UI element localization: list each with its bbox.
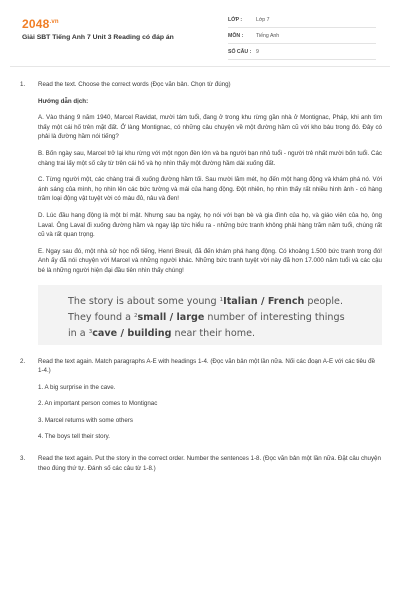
- blank-number: 3: [88, 328, 93, 335]
- image-text: near their home.: [171, 327, 256, 339]
- heading-list: [38, 383, 382, 442]
- meta-row-count: [228, 44, 376, 60]
- blank-number: 2: [134, 312, 138, 319]
- word-choice: Italian / French: [223, 295, 305, 307]
- exercise-image: [38, 285, 382, 345]
- list-item: 4. The boys tell their story.: [38, 433, 110, 441]
- image-text: people.: [304, 295, 343, 307]
- paragraph-b: B. Bốn ngày sau, Marcel trở lại khu rừng với một ngọn đèn lớn và ba người bạn nhỏ tuổi - người trẻ nhất mười bốn tuổi. Các chàng trai lấy một số cây từ trên cái hố và họ nhìn thấy một đường hầm dài xuống đất.: [38, 149, 382, 167]
- word-choice: small / large: [137, 311, 205, 323]
- image-line-3: [68, 325, 382, 341]
- question-instruction: Read the text again. Put the story in the correct order. Number the sentences 1-8. (Đọc văn bản một lần nữa. Đặt câu chuyện theo đúng thứ tự. Đánh số các câu từ 1-8.): [38, 455, 381, 472]
- question-3: [20, 454, 382, 473]
- logo-suffix: .vn: [49, 19, 59, 25]
- meta-value: Lớp 7: [256, 16, 270, 23]
- paragraph-c: C. Từng người một, các chàng trai đi xuống đường hầm tối. Sau mười lăm mét, họ đến một hang động và khám phá nó. Với ánh sáng của mình, họ nhìn lên các bức tường và mái của hang động. Đột nhiên, họ nhìn thấy rất nhiều hình ảnh - có hàng trăm loại động vật tuyệt vời có màu đỏ, nâu và đen!: [38, 176, 382, 203]
- paragraph-d: D. Lúc đầu hang động là một bí mật. Nhưng sau ba ngày, họ nói với bạn bè và gia đình của họ, và giáo viên của họ, ông Laval. Ông Laval đi xuống đường hầm và ngay lập tức hiểu ra - những bức tranh không phải hàng trăm năm tuổi, chúng rất cũ và rất quan trọng.: [38, 211, 382, 239]
- document-body: [20, 80, 382, 473]
- image-text: The story is about some young: [68, 295, 220, 307]
- document-title: Giải SBT Tiếng Anh 7 Unit 3 Reading có đáp án: [22, 34, 174, 41]
- image-text: in a: [68, 327, 89, 339]
- meta-label: SỐ CÂU :: [228, 48, 252, 55]
- paragraph-a: A. Vào tháng 9 năm 1940, Marcel Ravidat, mười tám tuổi, đang ở trong khu rừng gần nhà ở Montignac, Pháp, khi anh tìm thấy một cái hố trên mặt đất. Ở làng Montignac, có những câu chuyện về một đường hầm cũ với kho báu trong đó. Đây có phải là đường hầm nói tiếng?: [38, 114, 382, 141]
- site-logo[interactable]: [22, 17, 59, 31]
- question-2: [20, 357, 382, 443]
- word-choice: cave / building: [92, 327, 172, 339]
- image-text: number of interesting things: [204, 311, 345, 323]
- question-number: 2.: [20, 357, 26, 365]
- list-item: 1. A big surprise in the cave.: [38, 383, 116, 391]
- meta-label: MÔN :: [228, 32, 244, 39]
- paragraph-e: E. Ngay sau đó, một nhà sử học nổi tiếng, Henri Breuil, đã đến khám phá hang động. Có khoảng 1.500 bức tranh trong đó! Anh ấy đã nói chuyện với Marcel và những người khác. Những bức tranh tuyệt vời này đã hơn 17.000 năm tuổi và các cậu bé là những người hiện đại đầu tiên nhìn thấy chúng!: [38, 247, 382, 274]
- question-number: 3.: [20, 455, 26, 463]
- question-number: 1.: [20, 81, 26, 88]
- blank-number: 1: [219, 296, 224, 303]
- page-header: [0, 0, 400, 62]
- meta-value: Tiếng Anh: [256, 32, 280, 39]
- question-instruction: Read the text. Choose the correct words (Đọc văn bản. Chọn từ đúng): [38, 81, 231, 88]
- meta-label: LỚP :: [228, 16, 243, 23]
- meta-row-subject: [228, 28, 376, 44]
- image-text: They found a: [68, 311, 135, 323]
- guide-heading: Hướng dẫn dịch:: [38, 97, 89, 105]
- list-item: 2. An important person comes to Montignac: [38, 400, 158, 408]
- meta-row-class: [228, 12, 376, 28]
- image-line-2: [68, 309, 382, 325]
- meta-value: 9: [256, 48, 259, 55]
- question-1: [20, 80, 382, 345]
- list-item: 3. Marcel returns with some others: [38, 416, 133, 424]
- image-line-1: [68, 293, 382, 309]
- metadata-table: [228, 12, 376, 60]
- question-instruction: Read the text again. Match paragraphs A-E with headings 1-4. (Đọc văn bản một lần nữa. Nối các đoạn A-E với các tiêu đề 1-4.): [38, 357, 376, 375]
- logo-text: 2048: [22, 17, 50, 31]
- header-divider: [10, 66, 390, 67]
